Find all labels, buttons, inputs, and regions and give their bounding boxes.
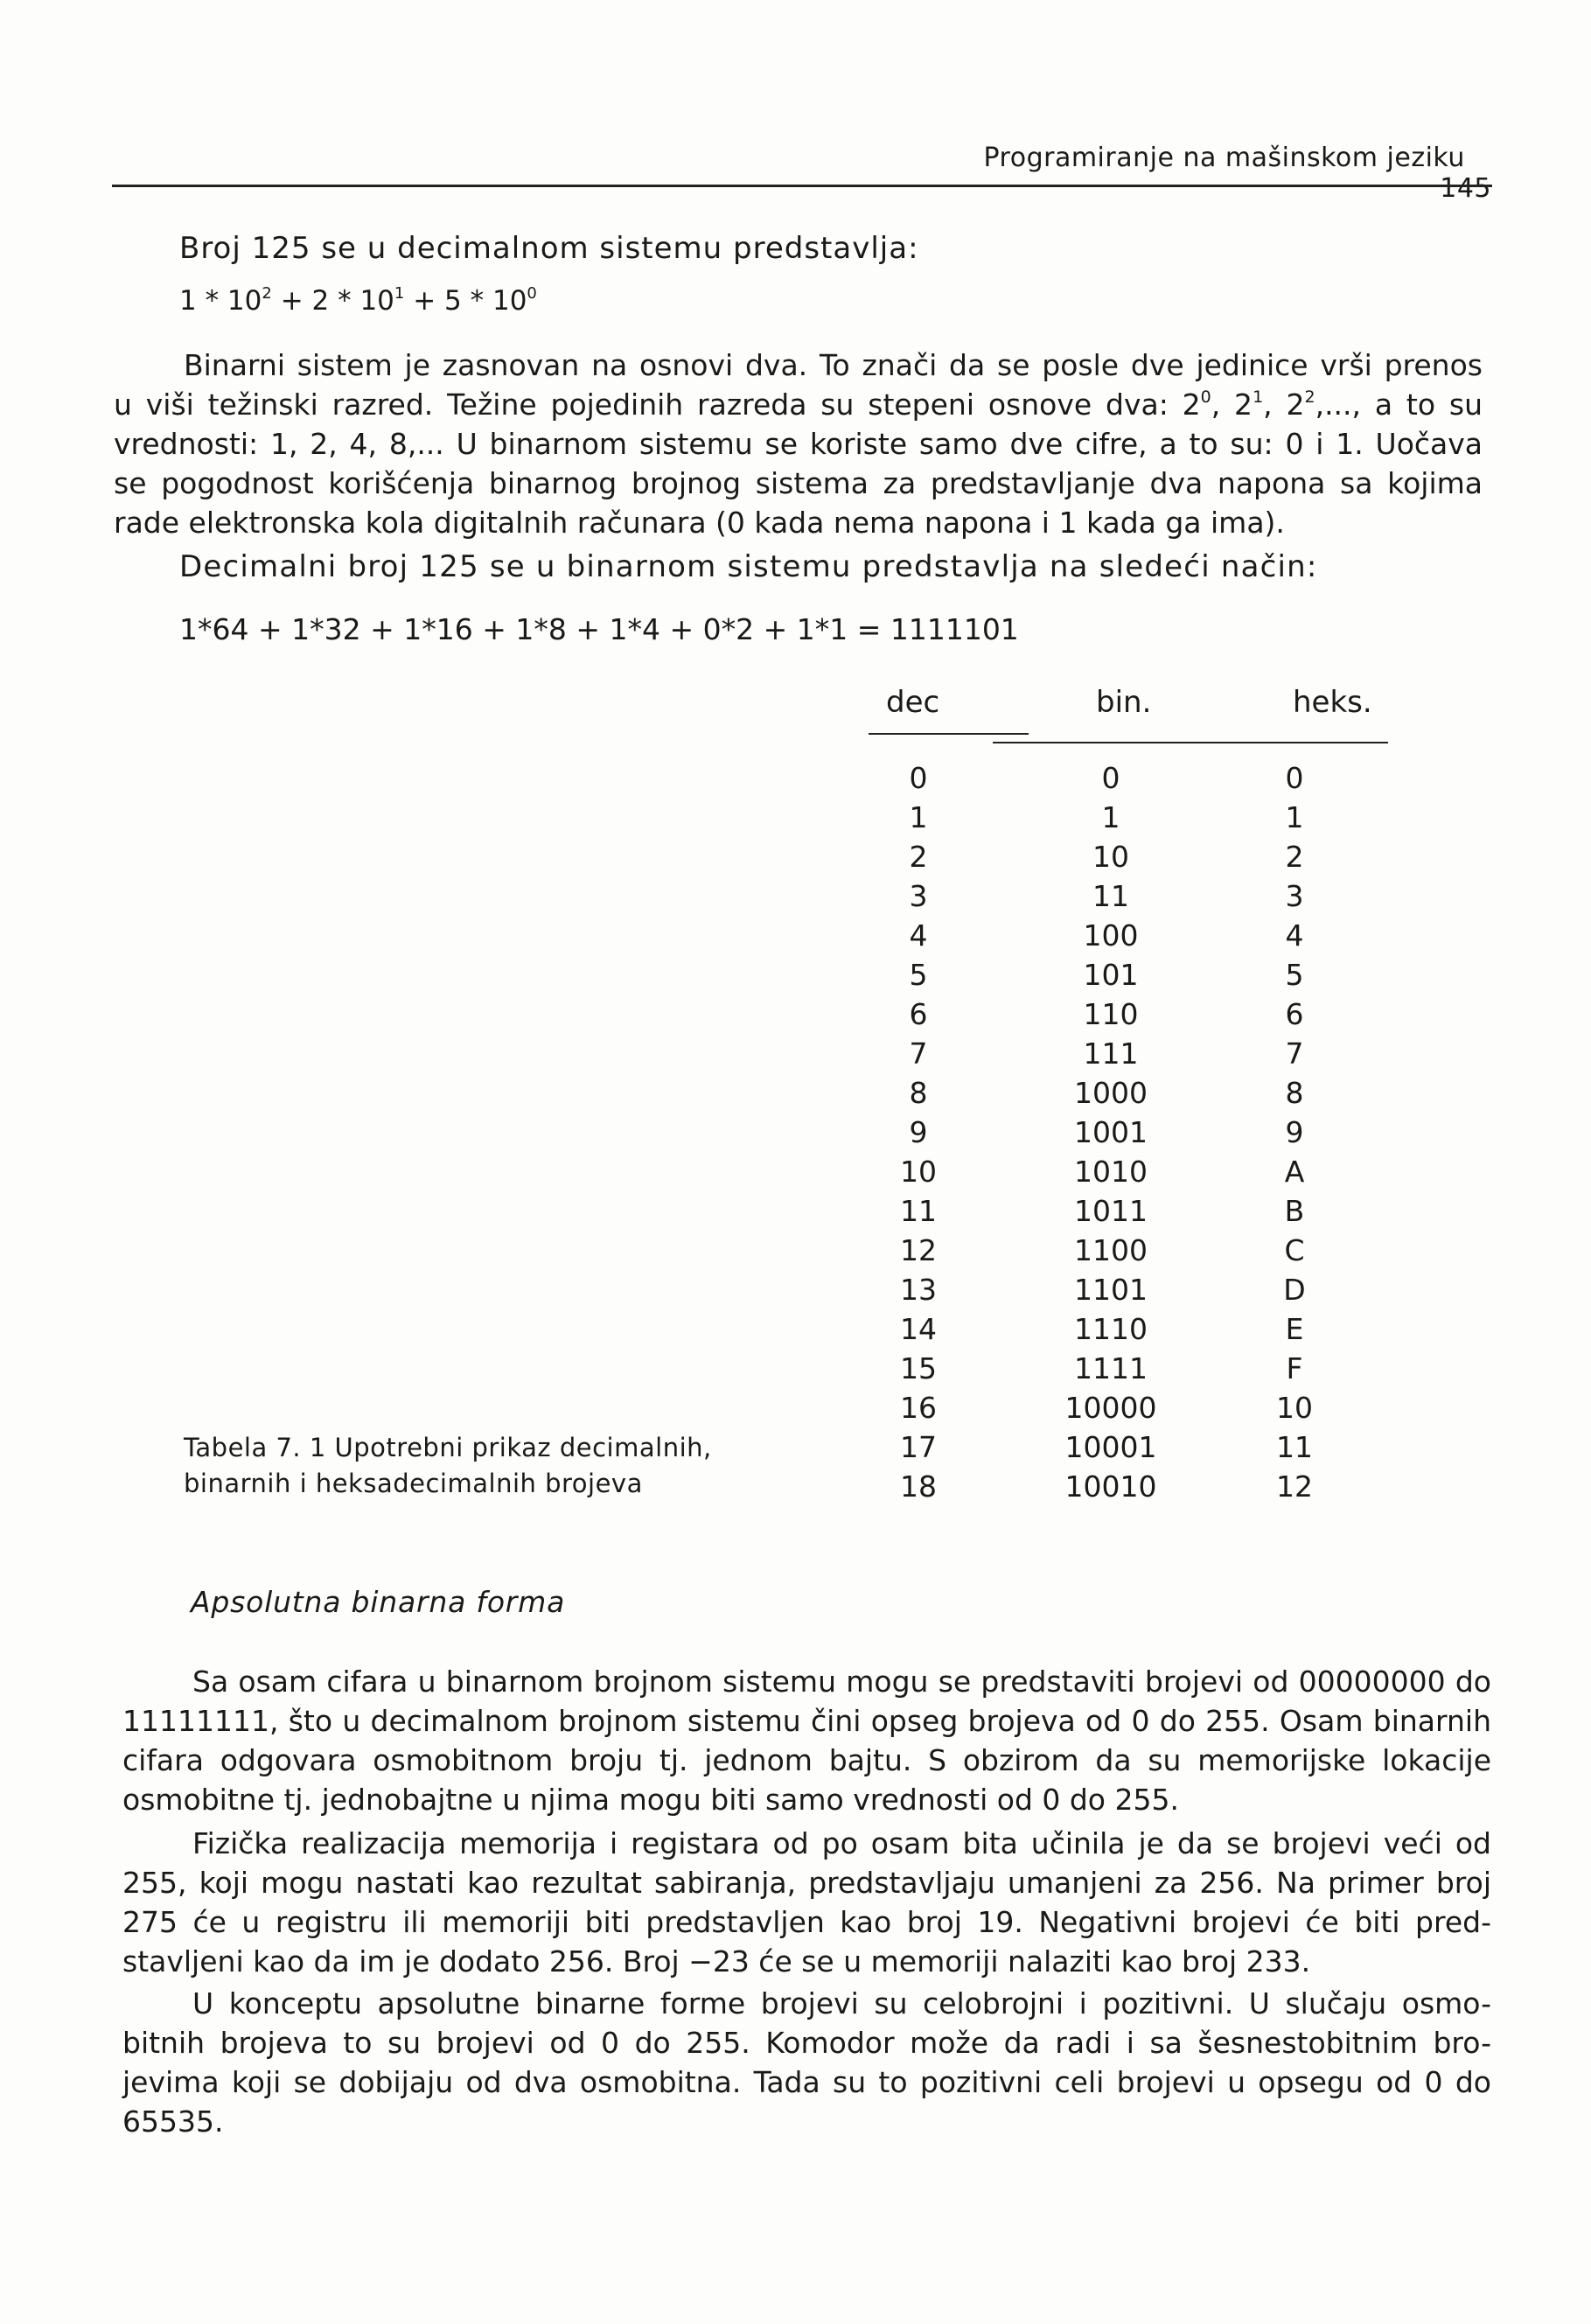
cell-heks: 11 [1276,1430,1313,1464]
table-rule-right [993,742,1388,743]
running-head [949,143,1491,204]
cell-heks: 3 [1285,879,1304,913]
column-header-heks: heks. [1293,685,1372,720]
text-line: bitnih brojeva to su brojevi od 0 do 255. Komodor može da radi i sa šesnestobitnim bro- [122,2026,1491,2060]
column-header-dec: dec [886,685,940,720]
cell-heks: 6 [1285,997,1304,1031]
table-row [866,800,1408,840]
cell-dec: 3 [909,879,928,913]
cell-bin: 1100 [1074,1233,1148,1267]
table-rule-left [869,733,1029,735]
cell-heks: 9 [1285,1115,1304,1149]
table-caption: Tabela 7. 1 Upotrebni prikaz decimalnih, binarnih i heksadecimalnih brojeva [184,1433,712,1498]
cell-bin: 10010 [1064,1469,1157,1504]
cell-dec: 4 [909,918,928,953]
table-row [866,1036,1408,1076]
table-row [866,918,1408,958]
binary-lead-sentence: Decimalni broj 125 se u binarnom sistemu predstavlja na sledeći način: [179,549,1318,584]
cell-heks: 0 [1285,761,1304,795]
text-line: jevima koji se dobijaju od dva osmobitna. Tada su to pozitivni celi brojevi u opsegu od 0 do [122,2065,1491,2099]
cell-bin: 1111 [1074,1351,1148,1385]
cell-heks: 5 [1285,958,1304,992]
cell-bin: 1101 [1074,1273,1148,1307]
text-line: rade elektronska kola digitalnih računara (0 kada nema napona i 1 kada ga ima). [114,506,1285,540]
cell-heks: 8 [1285,1076,1304,1110]
table-row [866,840,1408,879]
cell-dec: 14 [900,1312,937,1346]
header-rule [112,185,1492,187]
table-row [866,1312,1408,1351]
paragraph-1 [122,1662,1491,1819]
text-line: stavljeni kao da im je dodato 256. Broj −23 će se u memoriji nalaziti kao broj 233. [122,1944,1311,1979]
cell-bin: 101 [1083,958,1139,992]
table-row [866,879,1408,918]
text-line: Binarni sistem je zasnovan na osnovi dva. To znači da se posle dve jedinice vrši prenos [184,348,1483,382]
text-line: u viši težinski razred. Težine pojedinih razreda su stepeni osnove dva: $2^0$, $2^1$, $2^2$,..., a to su [114,387,1483,422]
cell-heks: C [1284,1233,1305,1267]
table-row [866,1430,1408,1469]
number-table [866,761,1408,1509]
cell-dec: 16 [900,1391,937,1425]
binary-intro-paragraph [114,345,1483,542]
table-row [866,1351,1408,1391]
table-row [866,958,1408,997]
cell-bin: 1110 [1074,1312,1148,1346]
cell-bin: 1011 [1074,1194,1148,1228]
cell-bin: 11 [1092,879,1129,913]
cell-bin: 111 [1083,1036,1139,1071]
table-row [866,1469,1408,1509]
cell-dec: 6 [909,997,928,1031]
text-line: Fizička realizacija memorija i registara od po osam bita učinila je da se brojevi veći od [192,1826,1491,1860]
cell-bin: 10 [1092,840,1129,874]
running-title: Programiranje na mašinskom jeziku [983,143,1465,173]
text-line: Sa osam cifara u binarnom brojnom sistemu mogu se predstaviti brojevi od 00000000 do [192,1664,1491,1699]
cell-bin: 1 [1101,800,1120,834]
cell-heks: A [1284,1155,1305,1189]
table-row [866,997,1408,1036]
cell-bin: 0 [1101,761,1120,795]
binary-formula: 1*64 + 1*32 + 1*16 + 1*8 + 1*4 + 0*2 + 1*1 = 1111101 [179,612,1019,646]
cell-dec: 13 [900,1273,937,1307]
cell-bin: 1001 [1074,1115,1148,1149]
cell-dec: 11 [900,1194,937,1228]
table-row [866,1115,1408,1155]
cell-bin: 10001 [1064,1430,1157,1464]
table-row [866,761,1408,800]
cell-dec: 0 [909,761,928,795]
text-line: cifara odgovara osmobitnom broju tj. jednom bajtu. S obzirom da su memorijske lokacije [122,1743,1491,1777]
table-row [866,1194,1408,1233]
cell-heks: 2 [1285,840,1304,874]
table-row [866,1076,1408,1115]
text-line: vrednosti: 1, 2, 4, 8,... U binarnom sistemu se koriste samo dve cifre, a to su: 0 i 1. Uočava [114,427,1483,461]
cell-dec: 2 [909,840,928,874]
cell-heks: 10 [1276,1391,1313,1425]
cell-dec: 10 [900,1155,937,1189]
table-row [866,1233,1408,1273]
table-row [866,1273,1408,1312]
cell-dec: 9 [909,1115,928,1149]
cell-bin: 10000 [1064,1391,1157,1425]
cell-bin: 100 [1083,918,1139,953]
paragraph-3 [122,1984,1491,2141]
cell-dec: 18 [900,1469,937,1504]
text-line: se pogodnost korišćenja binarnog brojnog sistema za predstavljanje dva napona sa kojima [114,466,1483,500]
section-heading: Apsolutna binarna forma [191,1585,566,1619]
cell-dec: 12 [900,1233,937,1267]
cell-heks: B [1284,1194,1305,1228]
text-line: U konceptu apsolutne binarne forme brojevi su celobrojni i pozitivni. U slučaju osmo- [192,1986,1491,2020]
table-row [866,1155,1408,1194]
text-line: 275 će u registru ili memoriji biti predstavljen kao broj 19. Negativni brojevi će biti pred- [122,1905,1491,1939]
decimal-formula: $1 * 10^2 + 2 * 10^1 + 5 * 10^0$ [179,284,537,317]
cell-heks: 7 [1285,1036,1304,1071]
cell-heks: F [1286,1351,1303,1385]
cell-dec: 15 [900,1351,937,1385]
intro-sentence: Broj 125 se u decimalnom sistemu predstavlja: [179,231,919,266]
page-number: 145 [1440,173,1491,204]
column-header-bin: bin. [1096,685,1152,720]
cell-bin: 110 [1083,997,1139,1031]
cell-heks: D [1283,1273,1306,1307]
cell-bin: 1010 [1074,1155,1148,1189]
cell-dec: 1 [909,800,928,834]
cell-dec: 17 [900,1430,937,1464]
cell-heks: 12 [1276,1469,1313,1504]
table-row [866,1391,1408,1430]
cell-bin: 1000 [1074,1076,1148,1110]
text-line: 255, koji mogu nastati kao rezultat sabiranja, predstavljaju umanjeni za 256. Na primer broj [122,1866,1491,1900]
cell-dec: 7 [909,1036,928,1071]
text-line: 11111111, što u decimalnom brojnom sistemu čini opseg brojeva od 0 do 255. Osam binarnih [122,1704,1491,1738]
cell-heks: 1 [1285,800,1304,834]
cell-dec: 5 [909,958,928,992]
cell-heks: 4 [1285,918,1304,953]
text-line: 65535. [122,2104,224,2139]
cell-heks: E [1285,1312,1304,1346]
text-line: osmobitne tj. jednobajtne u njima mogu biti samo vrednosti od 0 do 255. [122,1783,1179,1817]
cell-dec: 8 [909,1076,928,1110]
paragraph-2 [122,1824,1491,1981]
